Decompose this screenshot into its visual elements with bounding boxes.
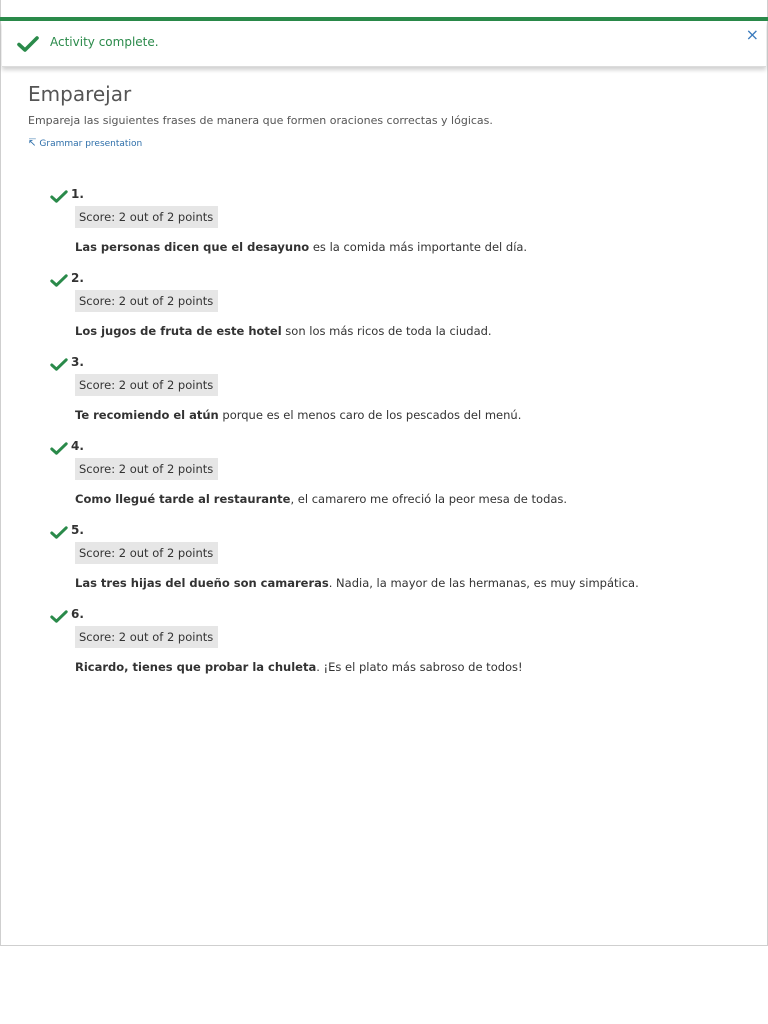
score-badge: Score: 2 out of 2 points — [75, 290, 218, 312]
score-badge: Score: 2 out of 2 points — [75, 206, 218, 228]
answer-sentence — [75, 240, 527, 254]
question-item — [48, 184, 748, 268]
checkmark-icon — [50, 190, 68, 203]
checkmark-icon — [17, 36, 39, 52]
question-number: 2. — [71, 271, 84, 285]
question-item — [48, 604, 748, 688]
external-arrow-icon: ↸ — [28, 138, 37, 149]
checkmark-icon — [50, 610, 68, 623]
score-badge: Score: 2 out of 2 points — [75, 374, 218, 396]
sentence-end: es la comida más importante del día. — [309, 240, 528, 254]
question-number: 5. — [71, 523, 84, 537]
score-badge: Score: 2 out of 2 points — [75, 626, 218, 648]
activity-title: Emparejar — [28, 82, 132, 106]
sentence-start: Los jugos de fruta de este hotel — [75, 324, 282, 338]
question-item — [48, 268, 748, 352]
question-item — [48, 520, 748, 604]
completion-banner — [2, 21, 766, 67]
grammar-presentation-link[interactable] — [28, 138, 142, 149]
activity-instructions: Empareja las siguientes frases de manera que formen oraciones correctas y lógicas. — [28, 114, 493, 127]
sentence-end: porque es el menos caro de los pescados del menú. — [218, 408, 522, 422]
sentence-end: . ¡Es el plato más sabroso de todos! — [316, 660, 523, 674]
checkmark-icon — [50, 274, 68, 287]
question-item — [48, 352, 748, 436]
score-badge: Score: 2 out of 2 points — [75, 458, 218, 480]
question-number: 4. — [71, 439, 84, 453]
answer-sentence — [75, 492, 567, 506]
checkmark-icon — [50, 442, 68, 455]
answer-sentence — [75, 576, 639, 590]
sentence-start: Las tres hijas del dueño son camareras — [75, 576, 329, 590]
sentence-end: , el camarero me ofreció la peor mesa de todas. — [290, 492, 568, 506]
answer-sentence — [75, 408, 521, 422]
score-badge: Score: 2 out of 2 points — [75, 542, 218, 564]
sentence-start: Las personas dicen que el desayuno — [75, 240, 310, 254]
question-list — [48, 184, 748, 688]
sentence-start: Ricardo, tienes que probar la chuleta — [75, 660, 317, 674]
answer-sentence — [75, 324, 492, 338]
completion-message: Activity complete. — [50, 35, 159, 49]
sentence-end: son los más ricos de toda la ciudad. — [281, 324, 492, 338]
question-item — [48, 436, 748, 520]
question-number: 3. — [71, 355, 84, 369]
grammar-link-label: Grammar presentation — [39, 139, 143, 149]
question-number: 6. — [71, 607, 84, 621]
sentence-end: . Nadia, la mayor de las hermanas, es muy simpática. — [328, 576, 639, 590]
close-icon[interactable]: × — [745, 25, 759, 44]
answer-sentence — [75, 660, 523, 674]
sentence-start: Como llegué tarde al restaurante — [75, 492, 291, 506]
checkmark-icon — [50, 526, 68, 539]
checkmark-icon — [50, 358, 68, 371]
question-number: 1. — [71, 187, 84, 201]
sentence-start: Te recomiendo el atún — [75, 408, 219, 422]
